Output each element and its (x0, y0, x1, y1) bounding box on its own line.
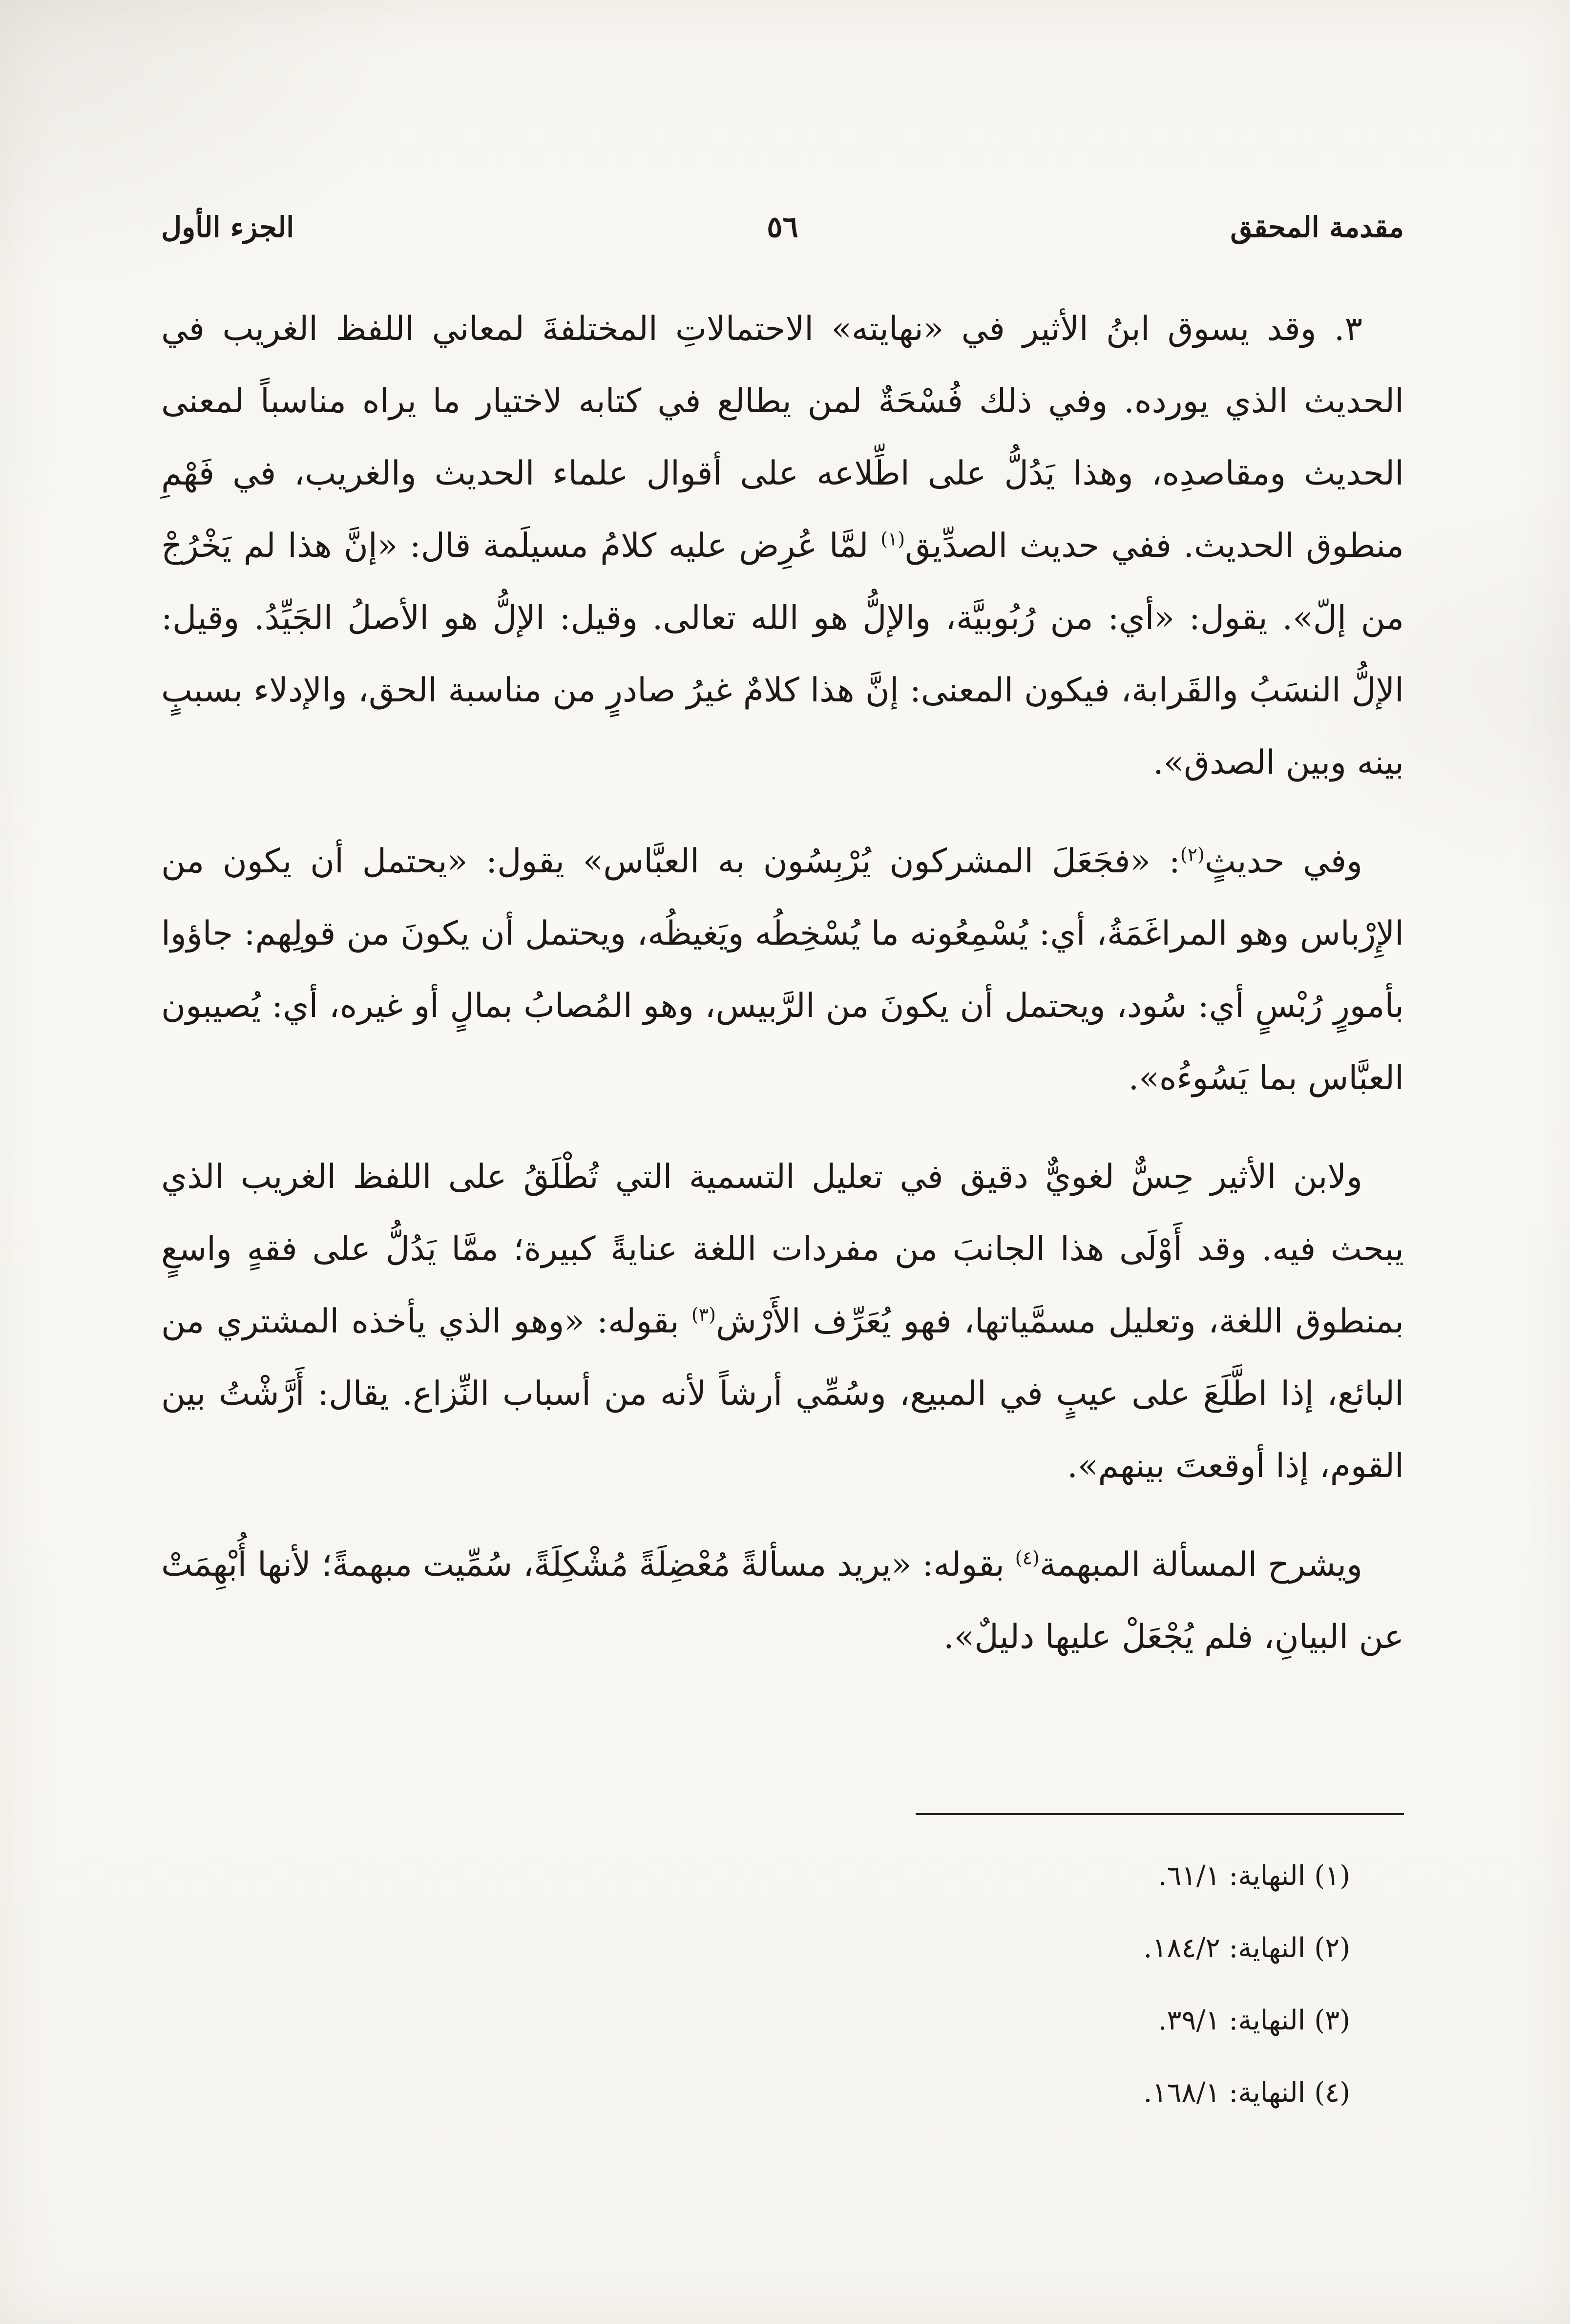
footnote-text: النهاية: ٣٩/١. (1158, 2005, 1306, 2036)
footnote (161, 1856, 1350, 1896)
footnotes-list (161, 1856, 1350, 2145)
paragraph: ولابن الأثير حِسٌّ لغويٌّ دقيق في تعليل التسمية التي تُطْلَقُ على اللفظ الغريب الذي يبحث فيه. وقد أَوْلَى هذا الجانبَ من مفردات اللغة عنايةً كبيرة؛ ممَّا يَدُلُّ على فقهٍ واسعٍ بمنطوق اللغة، وتعليل مسمَّياتها، فهو يُعَرِّف الأَرْش$^{(٣)}$ بقوله: «وهو الذي يأخذه المشتري من البائع، إذا اطَّلَعَ على عيبٍ في المبيع، وسُمِّي أرشاً لأنه من أسباب النِّزاع. يقال: أَرَّشْتُ بين القوم، إذا أوقعتَ بينهم». (161, 1158, 1404, 1485)
footnote (161, 1928, 1350, 1968)
footnote-marker: (٤) (1015, 1547, 1040, 1569)
footnote-text: النهاية: ١٦٨/١. (1143, 2077, 1306, 2109)
footnote-number: (٣) (1314, 2005, 1350, 2036)
footnote-marker: (١) (880, 528, 905, 550)
footnote-number: (١) (1314, 1860, 1350, 1892)
footnote-separator (916, 1813, 1404, 1815)
footnote-number: (٢) (1314, 1932, 1350, 1964)
header-volume-title: الجزء الأول (161, 211, 294, 244)
footnote-number: (٤) (1314, 2077, 1350, 2109)
page-number: ٥٦ (767, 210, 798, 244)
footnote-marker: (٣) (691, 1304, 716, 1326)
paragraph: ٣. وقد يسوق ابنُ الأثير في «نهايته» الاحتمالاتِ المختلفةَ لمعاني اللفظ الغريب في الحديث الذي يورده. وفي ذلك فُسْحَةٌ لمن يطالع في كتابه لاختيار ما يراه مناسباً لمعنى الحديث ومقاصدِه، وهذا يَدُلُّ على اطِّلاعه على أقوال علماء الحديث والغريب، في فَهْمِ منطوق الحديث. ففي حديث الصدِّيق$^{(١)}$ لمَّا عُرِض عليه كلامُ مسيلَمة قال: «إنَّ هذا لم يَخْرُجْ من إلّ». يقول: «أي: من رُبُوبيَّة، والإلُّ هو الله تعالى. وقيل: الإلُّ هو الأصلُ الجَيِّدُ. وقيل: الإلُّ النسَبُ والقَرابة، فيكون المعنى: إنَّ هذا كلامٌ غيرُ صادرٍ من مناسبة الحق، والإدلاء بسببٍ بينه وبين الصدق». (161, 310, 1404, 782)
footnote (161, 2073, 1350, 2113)
paragraph: وفي حديثٍ$^{(٢)}$: «فجَعَلَ المشركون يُرْبِسُون به العبَّاس» يقول: «يحتمل أن يكون من الإِرْباس وهو المراغَمَةُ، أي: يُسْمِعُونه ما يُسْخِطُه ويَغيظُه، ويحتمل أن يكونَ من قولِهم: جاؤوا بأمورٍ رُبْسٍ أي: سُود، ويحتمل أن يكونَ من الرَّبيس، وهو المُصابُ بمالٍ أو غيره، أي: يُصيبون العبَّاس بما يَسُوءُه». (161, 842, 1404, 1098)
footnote-text: النهاية: ٦١/١. (1158, 1860, 1306, 1892)
footnote (161, 2001, 1350, 2041)
footnote-marker: (٢) (1180, 844, 1205, 866)
header-section-title: مقدمة المحقق (1230, 211, 1404, 244)
page-header (161, 210, 1404, 244)
paragraph: ويشرح المسألة المبهمة$^{(٤)}$ بقوله: «يريد مسألةً مُعْضِلَةً مُشْكِلَةً، سُمِّيت مبهمةً؛ لأنها أُبْهِمَتْ عن البيانِ، فلم يُجْعَلْ عليها دليلٌ». (161, 1545, 1404, 1656)
footnote-text: النهاية: ١٨٤/٢. (1143, 1932, 1306, 1964)
body-text (161, 293, 1404, 1673)
